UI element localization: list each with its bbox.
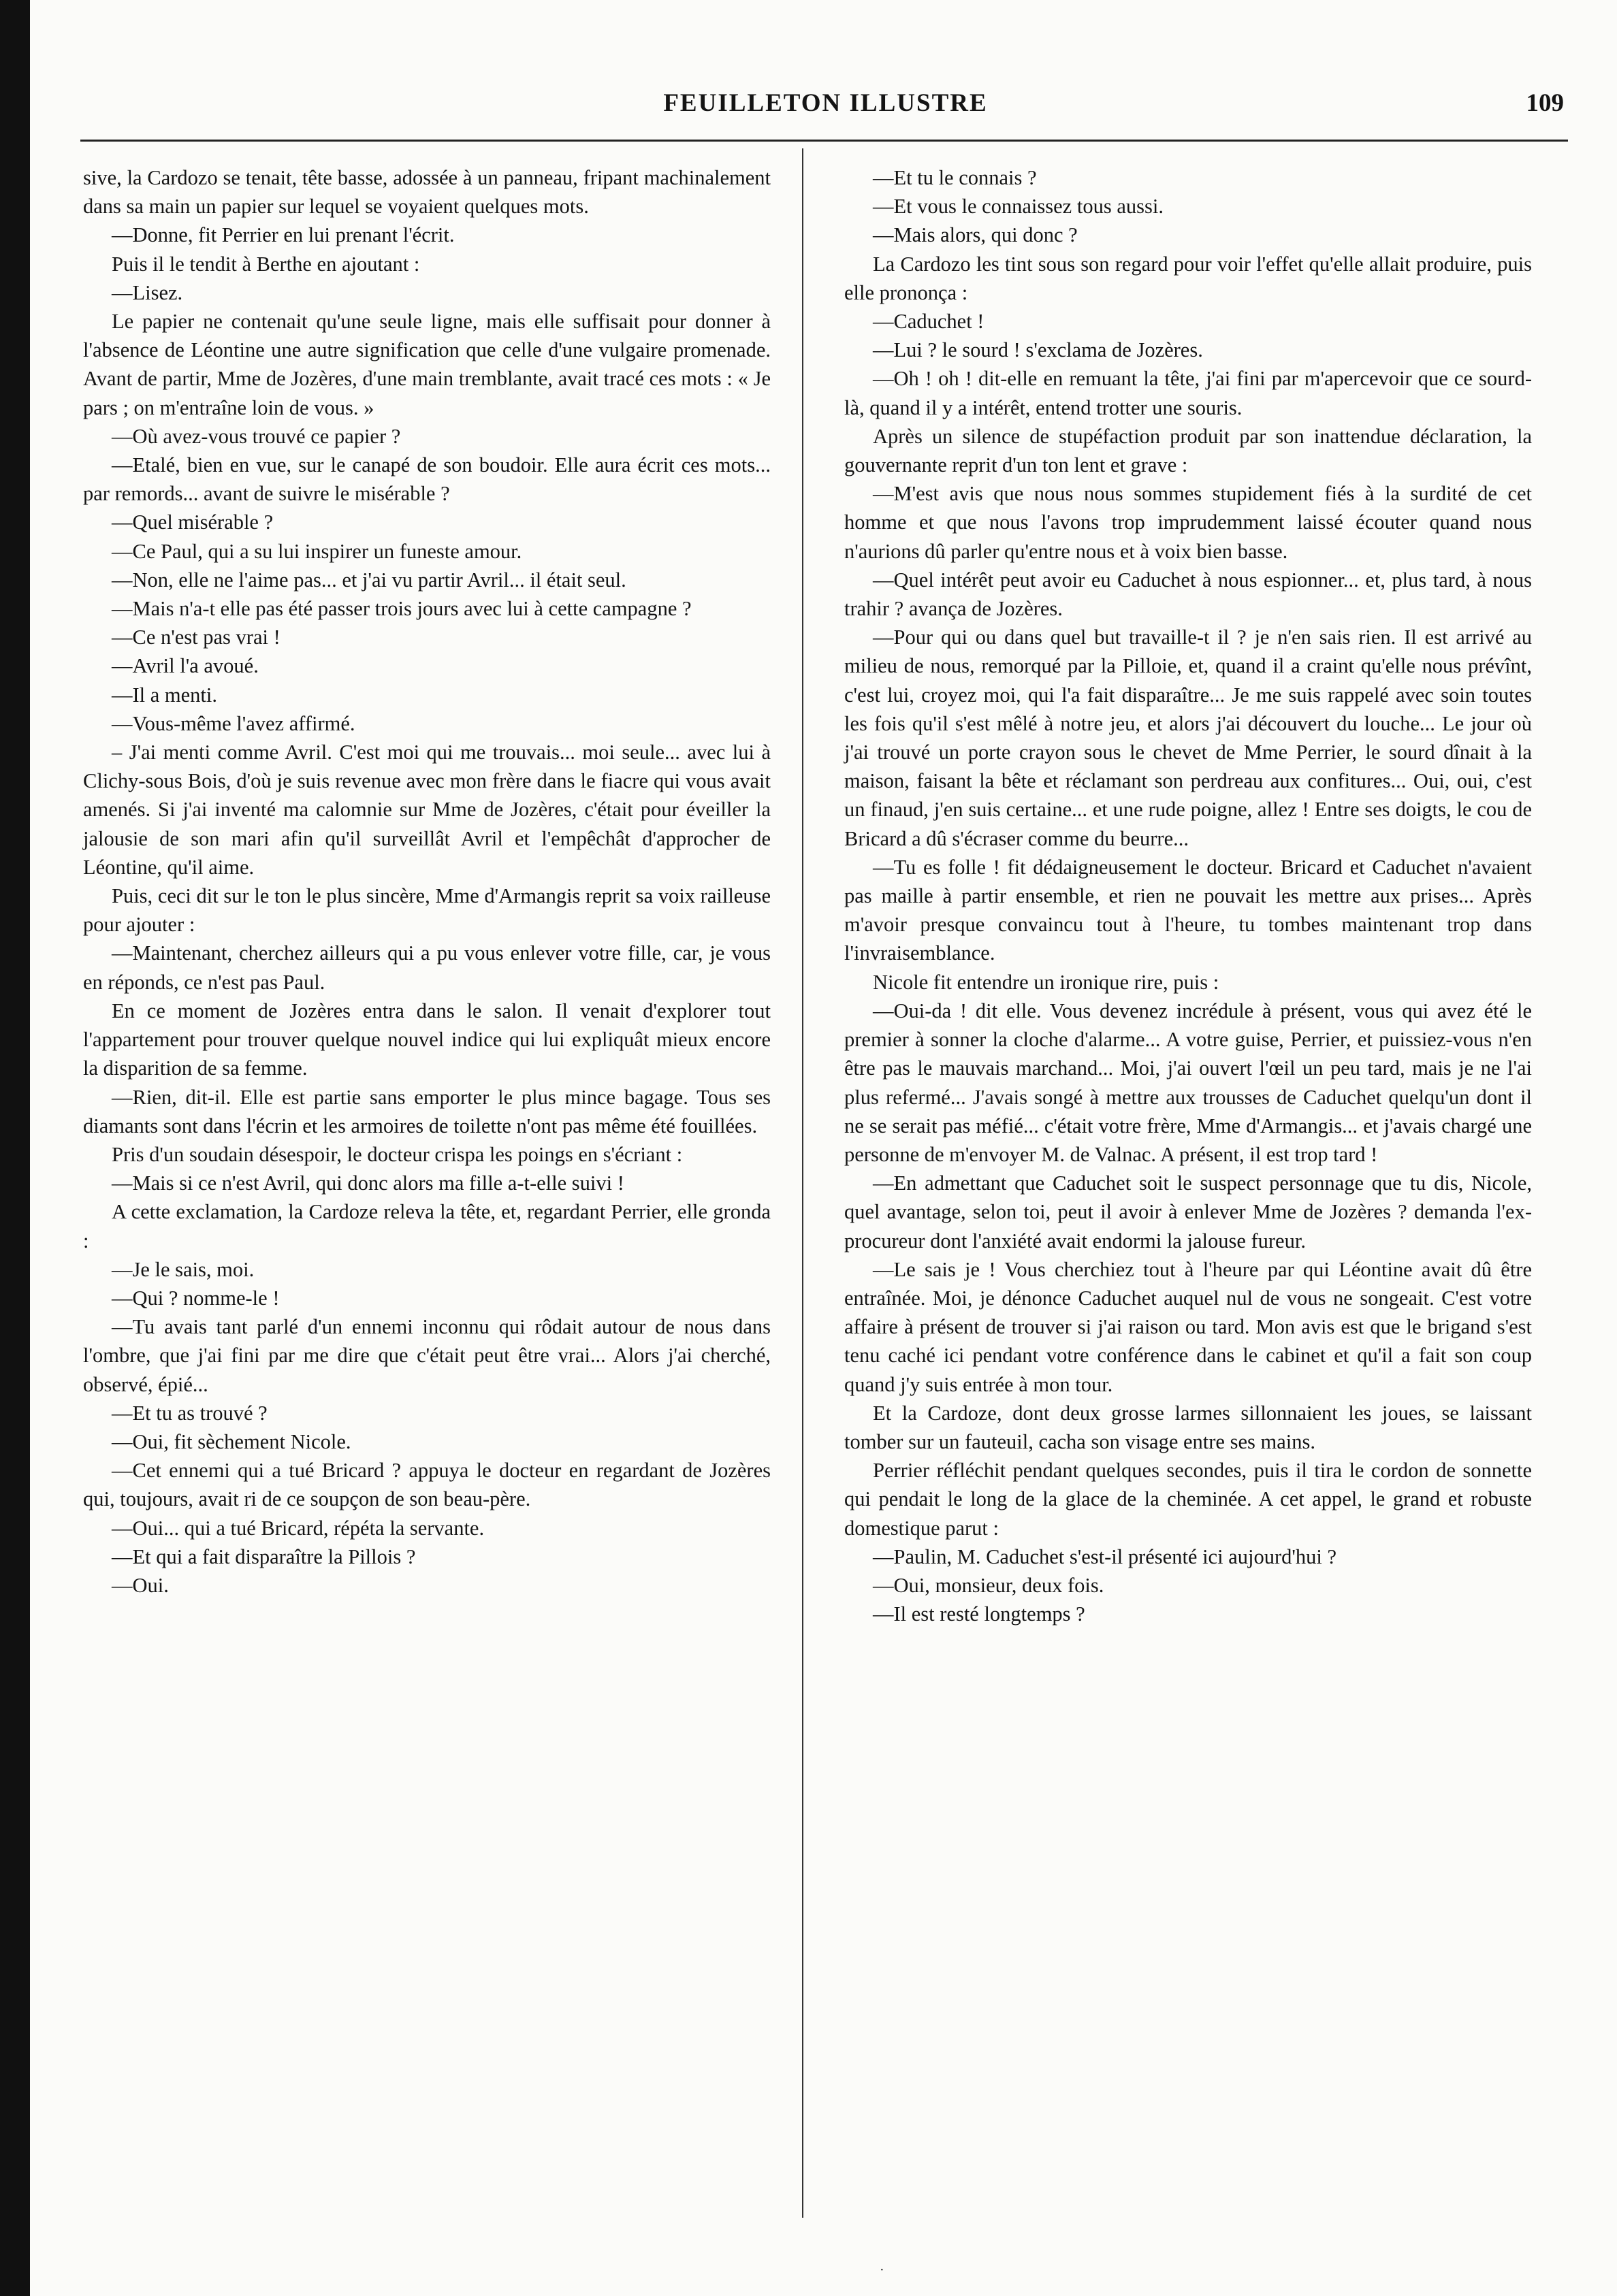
paragraph: Après un silence de stupéfaction produit par son inattendue déclaration, la gouvernante reprit d'un ton lent et grave : [844, 424, 1532, 477]
paragraph: —Où avez-vous trouvé ce papier ? [112, 424, 401, 448]
paragraph: —Oui... qui a tué Bricard, répéta la servante. [112, 1516, 485, 1540]
paragraph: La Cardozo les tint sous son regard pour voir l'effet qu'elle allait produire, puis elle prononça : [844, 252, 1532, 304]
paragraph: —Etalé, bien en vue, sur le canapé de son boudoir. Elle aura écrit ces mots... par remords... avant de suivre le misérable ? [83, 453, 771, 506]
print-speck: · [880, 2263, 884, 2278]
paragraph: —Vous-même l'avez affirmé. [112, 711, 355, 735]
paragraph: —Mais n'a-t elle pas été passer trois jours avec lui à cette campagne ? [112, 597, 692, 621]
paragraph: —Oui. [112, 1573, 169, 1597]
running-title: FEUILLETON ILLUSTRE [663, 89, 988, 117]
paragraph: —Tu es folle ! fit dédaigneusement le docteur. Bricard et Caduchet n'avaient pas maille à partir ensemble, et rien ne pouvait les mettre aux prises... Après m'avoir presque convaincu tout à l'heure, tu tombes maintenant trop dans l'invraisemblance. [844, 855, 1532, 965]
paragraph: —Mais alors, qui donc ? [873, 223, 1078, 247]
paragraph: —Il a menti. [112, 683, 218, 707]
paragraph: —Lisez. [112, 280, 183, 304]
paragraph: —Oui-da ! dit elle. Vous devenez incrédule à présent, vous qui avez été le premier à sonner la cloche d'alarme... A votre guise, Perrier, et puissiez-vous n'en être pas le mauvais marchand... Moi, j'ai ouvert l'œil un peu tard, mais je ne l'ai plus refermé... J'avais songé à mettre aux trousses de Caduchet quelqu'un dont il ne se serait pas méfié... c'était votre frère, Mme d'Armangis... et j'avais chargé une personne de m'envoyer M. de Valnac. A présent, il est trop tard ! [844, 999, 1532, 1166]
paragraph: —Maintenant, cherchez ailleurs qui a pu vous enlever votre fille, car, je vous en réponds, ce n'est pas Paul. [83, 941, 771, 994]
paragraph: Puis, ceci dit sur le ton le plus sincère, Mme d'Armangis reprit sa voix railleuse pour ajouter : [83, 884, 771, 937]
paragraph: —Ce n'est pas vrai ! [112, 626, 281, 649]
left-column [83, 163, 771, 1600]
paragraph: —Oh ! oh ! dit-elle en remuant la tête, j'ai fini par m'apercevoir que ce sourd-là, quand il y a intérêt, entend trotter une souris. [844, 367, 1532, 419]
paragraph: —Quel misérable ? [112, 511, 274, 534]
running-head [75, 80, 1576, 128]
paragraph: sive, la Cardozo se tenait, tête basse, adossée à un panneau, fripant machinalement dans sa main un papier sur lequel se voyaient quelques mots. [83, 166, 771, 219]
paragraph: Perrier réfléchit pendant quelques secondes, puis il tira le cordon de sonnette qui pendait le long de la glace de la cheminée. A cet appel, le grand et robuste domestique parut : [844, 1459, 1532, 1540]
paragraph: Le papier ne contenait qu'une seule ligne, mais elle suffisait pour donner à l'absence de Léontine une autre signification que celle d'une vulgaire promenade. Avant de partir, Mme de Jozères, d'une main tremblante, avait tracé ces mots : « Je pars ; on m'entraîne loin de vous. » [83, 310, 771, 419]
paragraph: Puis il le tendit à Berthe en ajoutant : [112, 252, 420, 276]
paragraph: —Ce Paul, qui a su lui inspirer un funeste amour. [112, 539, 522, 563]
paragraph: —Non, elle ne l'aime pas... et j'ai vu partir Avril... il était seul. [112, 568, 626, 592]
paragraph: —Et tu le connais ? [873, 166, 1037, 189]
paragraph: —Et qui a fait disparaître la Pillois ? [112, 1545, 416, 1568]
paragraph: —Donne, fit Perrier en lui prenant l'écrit. [112, 223, 455, 247]
paragraph: —Lui ? le sourd ! s'exclama de Jozères. [873, 338, 1203, 362]
paragraph: Et la Cardoze, dont deux grosse larmes sillonnaient les joues, se laissant tomber sur un fauteuil, cacha son visage entre ses mains. [844, 1401, 1532, 1453]
paragraph: —Le sais je ! Vous cherchiez tout à l'heure par qui Léontine avait dû être entraînée. Moi, je dénonce Caduchet auquel nul de vous ne songeait. C'est votre affaire à présent de trouver si j'ai raison ou tard. Mon avis est que le brigand s'est tenu caché ici pendant votre conférence dans le cabinet et qu'il a fait son coup quand j'y suis entrée à mon tour. [844, 1257, 1532, 1396]
paragraph: —Et vous le connaissez tous aussi. [873, 195, 1164, 219]
column-divider [802, 148, 803, 2218]
paragraph: —En admettant que Caduchet soit le suspect personnage que tu dis, Nicole, quel avantage, selon toi, peut il avoir à enlever Mme de Jozères ? demanda l'ex-procureur dont l'anxiété avait endormi la jalouse fureur. [844, 1171, 1532, 1252]
paragraph: Nicole fit entendre un ironique rire, puis : [873, 970, 1219, 994]
paragraph: —Quel intérêt peut avoir eu Caduchet à nous espionner... et, plus tard, à nous trahir ? avança de Jozères. [844, 568, 1532, 621]
paragraph: Pris d'un soudain désespoir, le docteur crispa les poings en s'écriant : [112, 1142, 683, 1166]
right-column [844, 163, 1532, 1628]
paragraph: —Oui, fit sèchement Nicole. [112, 1429, 351, 1453]
paragraph: —Caduchet ! [873, 310, 984, 334]
binding-shadow [0, 0, 30, 2296]
paragraph: En ce moment de Jozères entra dans le salon. Il venait d'explorer tout l'appartement pour trouver quelque nouvel indice qui lui expliquât mieux encore la disparition de sa femme. [83, 999, 771, 1080]
paragraph: —Oui, monsieur, deux fois. [873, 1573, 1104, 1597]
paragraph: —Je le sais, moi. [112, 1257, 255, 1281]
paragraph: —Tu avais tant parlé d'un ennemi inconnu qui rôdait autour de nous dans l'ombre, que j'ai fini par me dire que c'était peut être vrai... Alors j'ai cherché, observé, épié... [83, 1315, 771, 1396]
paragraph: A cette exclamation, la Cardoze releva la tête, et, regardant Perrier, elle gronda : [83, 1200, 771, 1252]
paragraph: —M'est avis que nous nous sommes stupidement fiés à la surdité de cet homme et que nous l'avons trop imprudemment laissé écouter quand nous n'aurions dû parler qu'entre nous et à voix bien basse. [844, 482, 1532, 563]
paragraph: —Cet ennemi qui a tué Bricard ? appuya le docteur en regardant de Jozères qui, toujours, avait ri de ce soupçon de son beau-père. [83, 1459, 771, 1511]
paragraph: —Et tu as trouvé ? [112, 1401, 268, 1425]
paragraph: —Pour qui ou dans quel but travaille-t il ? je n'en sais rien. Il est arrivé au milieu de nous, remorqué par la Pilloie, et, quand il a craint qu'elle nous prévînt, c'est lui, croyez moi, qui l'a fait disparaître... Je me suis rappelé avec soin toutes les fois qu'il s'est mêlé à notre jeu, et alors j'ai découvert du louche... Le jour où j'ai trouvé un porte crayon sous le chevet de Mme Perrier, le sourd dînait à la maison, faisant la bête et réclamant son perdreau aux confitures... Oui, oui, c'est un finaud, j'en suis certaine... et une rude poigne, allez ! Entre ses doigts, le cou de Bricard a dû s'écraser comme du beurre... [844, 626, 1532, 850]
page-number: 109 [1526, 89, 1564, 117]
paragraph: – J'ai menti comme Avril. C'est moi qui me trouvais... moi seule... avec lui à Clichy-sous Bois, d'où je suis revenue avec mon frère dans le fiacre qui vous avait amenés. Si j'ai inventé ma calomnie sur Mme de Jozères, c'était pour éveiller la jalousie de son mari afin qu'il surveillât Avril et l'empêchât d'approcher de Léontine, qu'il aime. [83, 741, 771, 879]
paragraph: —Il est resté longtemps ? [873, 1602, 1085, 1626]
header-rule [80, 140, 1568, 142]
paragraph: —Avril l'a avoué. [112, 654, 259, 678]
paragraph: —Rien, dit-il. Elle est partie sans emporter le plus mince bagage. Tous ses diamants sont dans l'écrin et les armoires de toilette n'ont pas même été fouillées. [83, 1085, 771, 1137]
paragraph: —Qui ? nomme-le ! [112, 1286, 280, 1310]
paragraph: —Paulin, M. Caduchet s'est-il présenté ici aujourd'hui ? [873, 1545, 1336, 1568]
paragraph: —Mais si ce n'est Avril, qui donc alors ma fille a-t-elle suivi ! [112, 1171, 624, 1195]
